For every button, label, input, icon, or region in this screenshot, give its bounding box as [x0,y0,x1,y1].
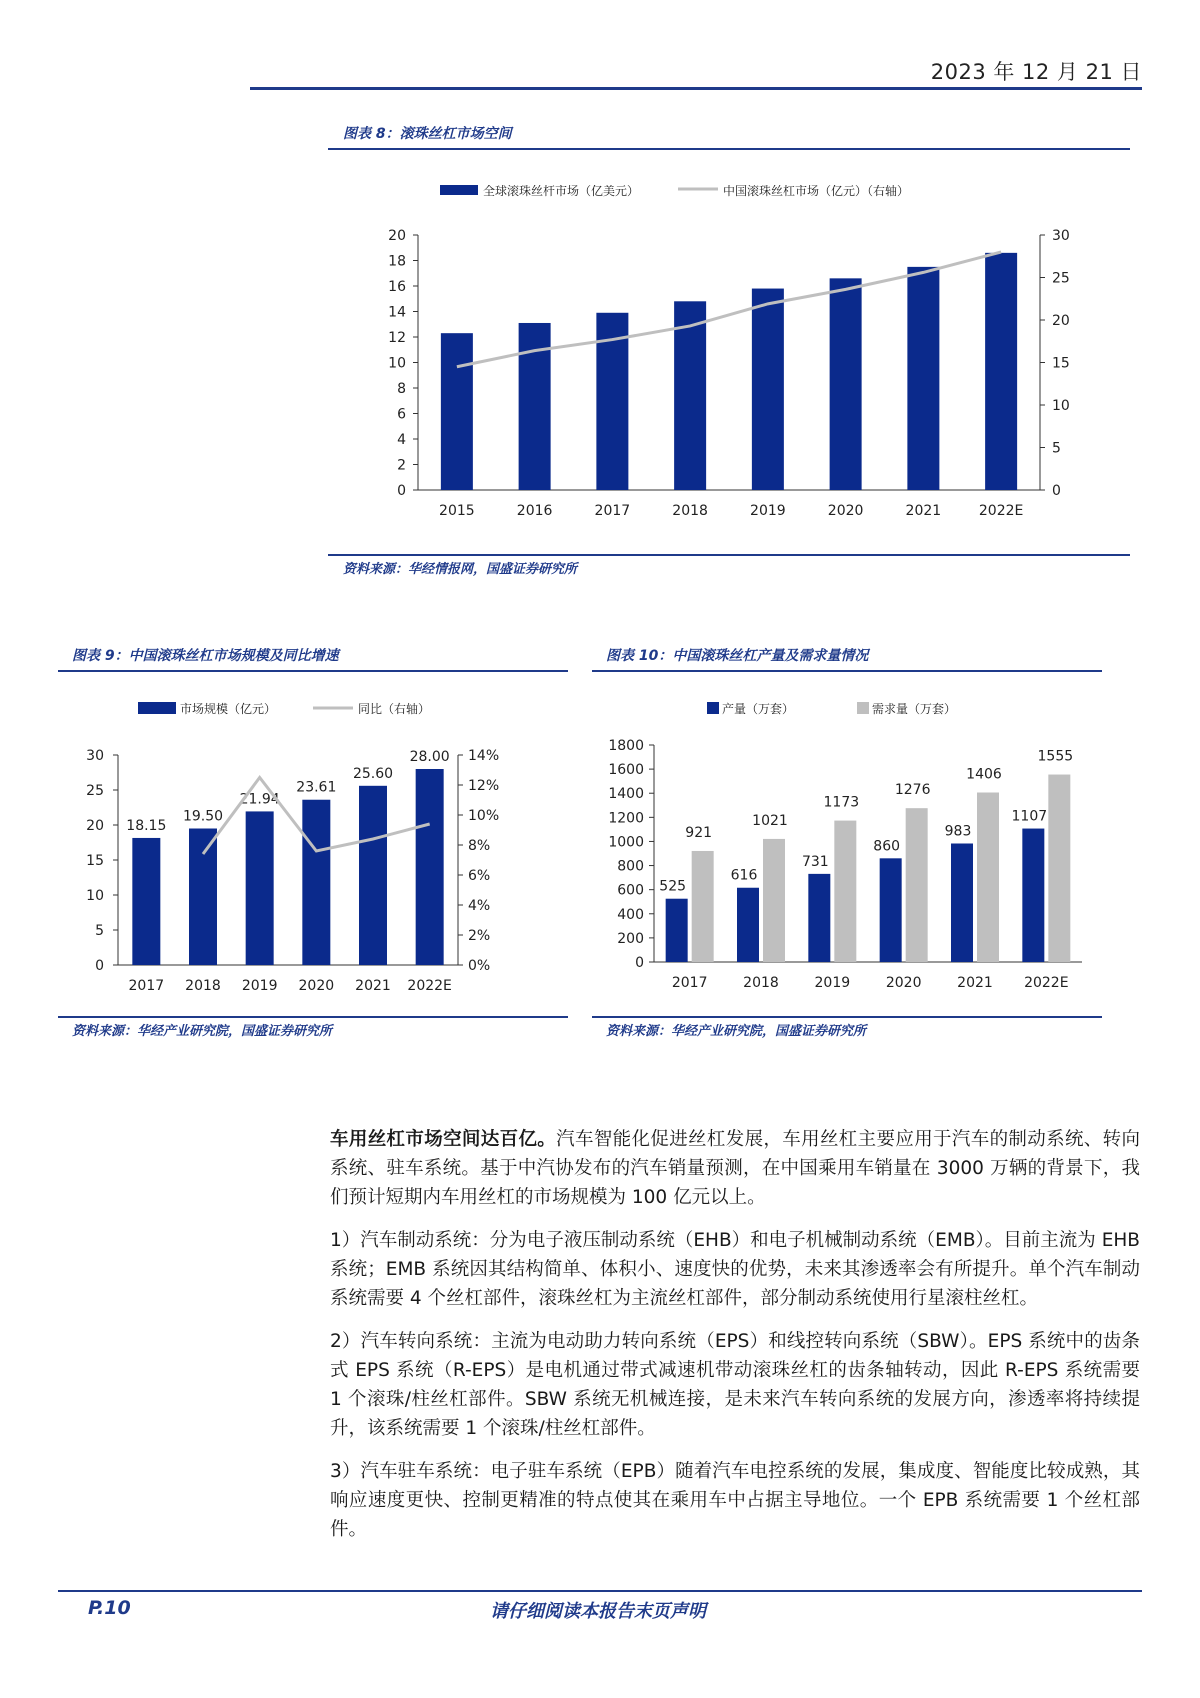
y2-tick-label: 30 [1052,228,1070,244]
x-tick-label: 2020 [885,975,922,991]
fig9-title: 图表 9：中国滚珠丝杠市场规模及同比增速 [72,648,339,664]
bar-demand [977,792,999,962]
bar-value-label: 25.60 [352,765,394,782]
y-tick-label: 12 [388,330,406,346]
legend-swatch-output [707,702,719,714]
x-tick-label: 2022E [407,978,452,994]
x-tick-label: 2019 [814,975,851,991]
x-tick-label: 2021 [957,975,993,991]
x-tick-label: 2016 [516,503,553,519]
x-tick-label: 2017 [671,975,708,991]
y-tick-label: 6 [397,406,406,423]
y-tick-label: 400 [617,906,644,923]
fig10-source-rule [592,1016,1102,1018]
y2-tick-label: 20 [1052,313,1070,329]
footer-disclaimer: 请仔细阅读本报告末页声明 [490,1601,706,1622]
bar-demand-label: 1021 [752,812,788,829]
y2-tick-label: 4% [468,898,491,914]
y2-tick-label: 5 [1052,440,1061,457]
legend-swatch-demand [857,702,869,714]
x-tick-label: 2020 [827,503,864,519]
x-tick-label: 2019 [750,503,786,519]
body-text [330,1125,1140,1558]
y-tick-label: 600 [617,882,644,899]
fig9-title-rule [58,670,568,672]
bar-demand [906,808,928,962]
bar [246,811,274,965]
y2-tick-label: 2% [468,928,491,944]
bar-demand-label: 1173 [823,794,860,811]
fig8-title-rule [328,148,1130,150]
y-tick-label: 2 [397,457,406,474]
y-tick-label: 4 [397,432,406,448]
x-tick-label: 2018 [743,975,779,991]
y-tick-label: 18 [388,253,406,270]
y-tick-label: 0 [635,955,644,971]
bar [985,253,1017,490]
bar-output-label: 731 [801,853,829,870]
bar [830,278,862,490]
y-tick-label: 800 [617,858,644,875]
page-number: P.10 [88,1597,131,1619]
x-tick-label: 2021 [905,503,942,519]
paragraph-1 [330,1125,1140,1212]
y-tick-label: 5 [95,923,104,939]
paragraph-2: 1）汽车制动系统：分为电子液压制动系统（EHB）和电子机械制动系统（EMB）。目前主流为 EHB 系统；EMB 系统因其结构简单、体积小、速度快的优势，未来其渗透率会有所提升。单个汽车制动系统需要 4 个丝杠部件，滚珠丝杠为主流丝杠部件，部分制动系统使用行星滚柱丝杠。 [330,1230,1140,1309]
y2-tick-label: 0% [468,958,491,974]
x-tick-label: 2022E [978,503,1024,519]
fig9-source-rule [58,1016,568,1018]
bar-demand-label: 921 [685,824,713,841]
bar-value-label: 28.00 [409,749,450,765]
y-tick-label: 15 [86,853,104,869]
bar-output-label: 525 [659,878,687,895]
y-tick-label: 10 [388,355,406,372]
bar [441,333,473,490]
legend-label-demand: 需求量（万套） [872,702,957,716]
fig9-source: 资料来源：华经产业研究院，国盛证券研究所 [72,1024,333,1039]
y2-tick-label: 6% [468,868,491,884]
y-tick-label: 1200 [608,810,644,827]
x-tick-label: 2022E [1024,975,1069,991]
y2-tick-label: 15 [1052,355,1070,372]
bar-demand-label: 1406 [966,766,1002,783]
bar-output-label: 1107 [1011,808,1048,825]
fig8-chart [328,185,1130,540]
bar-output-label: 860 [873,838,901,855]
bar [907,267,939,490]
x-tick-label: 2015 [439,503,475,519]
x-tick-label: 2021 [355,978,391,994]
fig10-chart [592,700,1102,1000]
bar-output [880,858,902,962]
y2-tick-label: 10% [468,808,500,824]
x-tick-label: 2019 [241,978,278,994]
x-tick-label: 2018 [185,978,221,994]
y-tick-label: 30 [86,748,104,764]
legend-label-yoy: 同比（右轴） [358,702,431,716]
legend-label-size: 市场规模（亿元） [180,702,277,716]
y2-tick-label: 12% [468,778,500,794]
y2-tick-label: 0 [1052,483,1061,499]
fig10-title: 图表 10：中国滚珠丝杠产量及需求量情况 [606,648,869,664]
paragraph-4: 3）汽车驻车系统：电子驻车系统（EPB）随着汽车电控系统的发展，集成度、智能度比较成熟，其响应速度更快、控制更精准的特点使其在乘用车中占据主导地位。一个 EPB 系统需要 1 个丝杠部件。 [330,1461,1140,1540]
legend-swatch-size [138,702,176,714]
bar-value-label: 19.50 [182,808,224,825]
y2-tick-label: 8% [468,838,491,854]
legend-label-output: 产量（万套） [722,702,795,716]
bar-value-label: 23.61 [296,779,337,796]
bar-output-label: 983 [944,823,972,840]
y-tick-label: 20 [86,818,104,834]
report-date: 2023 年 12 月 21 日 [930,60,1142,84]
bar-demand [834,821,856,962]
paragraph-1-rest: 汽车智能化促进丝杠发展，车用丝杠主要应用于汽车的制动系统、转向系统、驻车系统。基于中汽协发布的汽车销量预测，在中国乘用车销量在 3000 万辆的背景下，我们预计短期内车用丝杠的市场规模为 100 亿元以上。 [330,1129,1140,1208]
bar-output [951,843,973,962]
fig10-title-rule [592,670,1102,672]
bar-demand-label: 1276 [894,782,931,799]
y2-tick-label: 10 [1052,398,1070,414]
bar-value-label: 18.15 [126,817,167,834]
bar-demand-label: 1555 [1037,748,1074,765]
paragraph-3: 2）汽车转向系统：主流为电动助力转向系统（EPS）和线控转向系统（SBW）。EPS 系统中的齿条式 EPS 系统（R-EPS）是电机通过带式减速机带动滚珠丝杠的齿条轴转动，因此 R-EPS 系统需要 1 个滚珠/柱丝杠部件。SBW 系统无机械连接，是未来汽车转向系统的发展方向，渗透率将持续提升，该系统需要 1 个滚珠/柱丝杠部件。 [330,1331,1140,1439]
y-tick-label: 8 [397,381,406,397]
y-tick-label: 200 [617,930,644,947]
y-tick-label: 14 [388,304,406,321]
y-tick-label: 0 [397,483,406,499]
fig8-source-rule [328,554,1130,556]
fig8-title: 图表 8：滚珠丝杠市场空间 [343,126,512,142]
header-rule [250,87,1142,90]
bar [189,829,217,966]
bar [302,800,330,965]
bar [416,769,444,965]
x-tick-label: 2018 [672,503,708,519]
bar-value-label: 21.94 [239,791,280,808]
y-tick-label: 16 [388,279,406,295]
y-tick-label: 0 [95,958,104,974]
y-tick-label: 1600 [608,762,644,779]
bar [752,289,784,490]
legend-swatch-global [440,185,478,195]
y-tick-label: 1800 [608,738,644,754]
fig9-chart [58,700,568,1000]
fig8-source: 资料来源：华经情报网，国盛证券研究所 [343,562,578,577]
bar-output [808,874,830,962]
fig10-source: 资料来源：华经产业研究院，国盛证券研究所 [606,1024,867,1039]
bar [359,786,387,965]
x-tick-label: 2020 [298,978,335,994]
paragraph-1-lead: 车用丝杠市场空间达百亿。 [330,1129,557,1150]
bar-output [737,888,759,962]
bar-demand [1048,775,1070,962]
bar [674,301,706,490]
y-tick-label: 10 [86,888,104,904]
bar [132,838,160,965]
footer-rule [58,1590,1142,1592]
x-tick-label: 2017 [594,503,631,519]
bar-output [666,899,688,962]
y-tick-label: 25 [86,783,104,799]
legend-label-china: 中国滚珠丝杠市场（亿元）（右轴） [723,185,910,198]
bar-demand [692,851,714,962]
x-tick-label: 2017 [128,978,165,994]
bar-output [1022,829,1044,962]
bar-output-label: 616 [730,867,758,884]
bar-demand [763,839,785,962]
y2-tick-label: 25 [1052,270,1070,287]
y-tick-label: 1400 [608,786,644,803]
y-tick-label: 1000 [608,834,644,851]
y-tick-label: 20 [388,228,406,244]
legend-label-global: 全球滚珠丝杆市场（亿美元） [483,185,640,198]
y2-tick-label: 14% [468,748,500,764]
